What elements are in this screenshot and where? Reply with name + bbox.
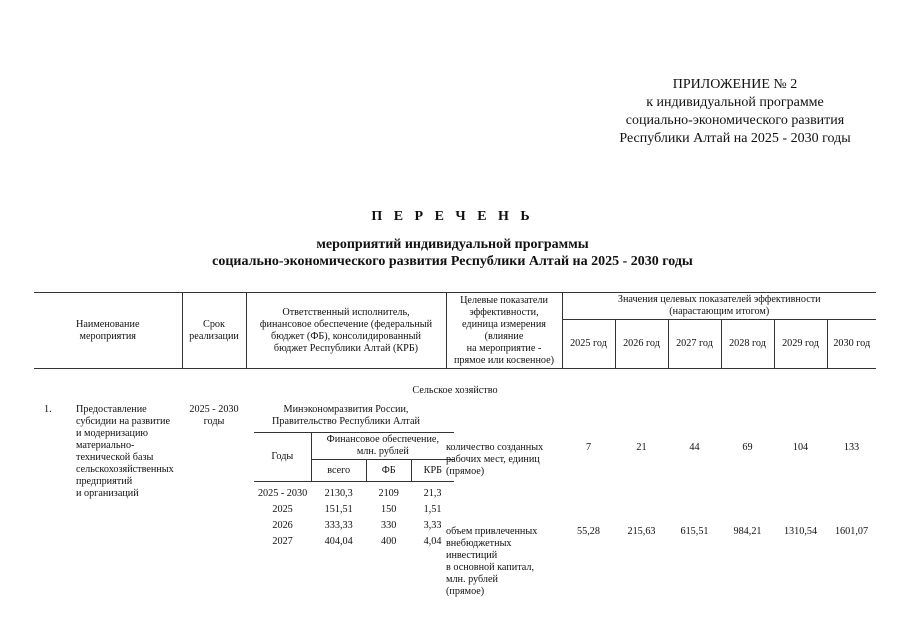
header-year-2028: 2028 год — [721, 320, 774, 369]
document-title: П Е Р Е Ч Е Н Ь — [371, 209, 534, 224]
subtitle-line-2: социально-экономического развития Республики Алтай на 2025 - 2030 годы — [212, 254, 693, 269]
header-year-2029: 2029 год — [774, 320, 827, 369]
appendix-header — [560, 76, 905, 148]
indicator-1-value-2027: 44 — [689, 442, 700, 453]
measure-name: Предоставление субсидии на развитие и модернизацию материально- технической базы сельскохозяйственных предприятий и организаций — [76, 404, 174, 499]
appendix-line-3: социально-экономического развития — [625, 113, 845, 128]
fin-header-fb: ФБ — [366, 460, 411, 482]
appendix-number: ПРИЛОЖЕНИЕ № 2 — [672, 77, 798, 92]
indicator-2: объем привлеченных внебюджетных инвестиций в основной капитал, млн. рублей (прямое) — [446, 526, 538, 597]
executor-cell — [246, 404, 446, 598]
header-term: Срок реализации — [182, 293, 246, 369]
header-year-2025: 2025 год — [562, 320, 615, 369]
subtitle-line-1: мероприятий индивидуальной программы — [316, 237, 589, 252]
fin-header-group: Финансовое обеспечение, млн. рублей — [311, 433, 454, 460]
header-year-2026: 2026 год — [615, 320, 668, 369]
measures-table — [34, 292, 876, 598]
fin-row: 2025 - 2030 2130,3 2109 21,3 — [257, 488, 442, 499]
indicator-2-value-2029: 1310,54 — [783, 526, 818, 537]
header-values-group: Значения целевых показателей эффективности (нарастающим итогом) — [562, 293, 876, 320]
header-name: Наименование мероприятия — [34, 293, 182, 369]
appendix-line-2: к индивидуальной программе — [646, 95, 824, 110]
indicator-2-value-2026: 215,63 — [627, 526, 656, 537]
document-subtitle — [0, 236, 905, 270]
indicator-1-value-2030: 133 — [843, 442, 860, 453]
indicator-1-value-2028: 69 — [742, 442, 753, 453]
fin-header-years: Годы — [254, 433, 311, 482]
executor-name: Минэкономразвития России, Правительство Республики Алтай — [272, 404, 420, 427]
table-row — [34, 404, 876, 526]
fin-row: 2026 333,33 330 3,33 — [272, 520, 442, 531]
header-indicators: Целевые показатели эффективности, единица измерения (влияние на мероприятие - прямое или косвенное) — [446, 293, 562, 369]
header-executor: Ответственный исполнитель, финансовое обеспечение (федеральный бюджет (ФБ), консолидированный бюджет Республики Алтай (КРБ) — [246, 293, 446, 369]
indicator-1-value-2026: 21 — [636, 442, 647, 453]
row-number: 1. — [44, 404, 52, 415]
fin-header-krb: КРБ — [411, 460, 454, 482]
header-year-2030: 2030 год — [827, 320, 876, 369]
fin-row: 2025 151,51 150 1,51 — [272, 504, 442, 515]
measure-name-cell — [34, 404, 182, 598]
section-title: Сельское хозяйство — [412, 385, 498, 396]
indicator-1: количество созданных рабочих мест, единиц (прямое) — [446, 442, 544, 477]
indicator-2-value-2027: 615,51 — [680, 526, 709, 537]
indicator-2-value-2025: 55,28 — [577, 526, 600, 537]
fin-header-total: всего — [311, 460, 366, 482]
financing-table — [254, 432, 454, 551]
indicator-2-value-2030: 1601,07 — [834, 526, 869, 537]
header-year-2027: 2027 год — [668, 320, 721, 369]
fin-row: 2027 404,04 400 4,04 — [272, 536, 442, 547]
appendix-line-4: Республики Алтай на 2025 - 2030 годы — [619, 131, 851, 146]
term-cell: 2025 - 2030 годы — [189, 404, 239, 427]
indicator-1-value-2029: 104 — [792, 442, 809, 453]
indicator-1-value-2025: 7 — [585, 442, 592, 453]
indicator-2-value-2028: 984,21 — [733, 526, 762, 537]
